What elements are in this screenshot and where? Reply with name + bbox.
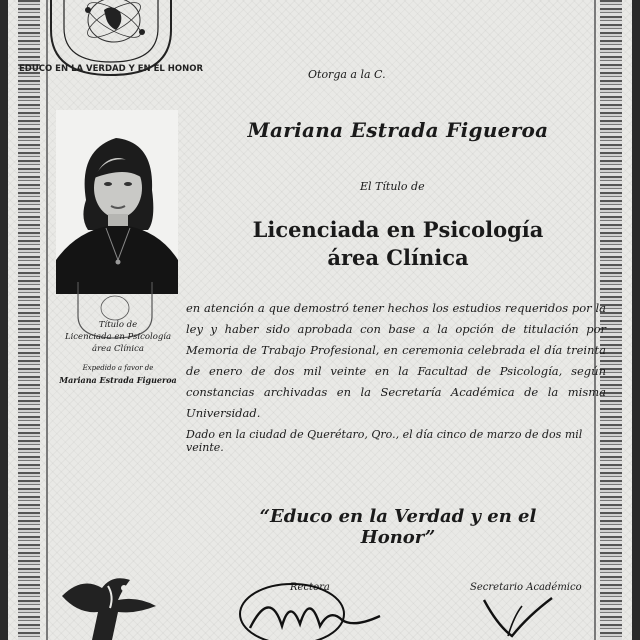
university-emblem-icon [52,566,162,640]
photo-caption-title: Título de [98,320,138,330]
recipient-photo [56,110,178,294]
rectora-signature [230,568,390,640]
otorga-label: Otorga a la C. [308,68,386,81]
photo-caption-expedido: Expedido a favor de [82,364,154,372]
photo-seal-stamp [70,280,160,340]
photo-caption-area: área Clínica [92,344,144,354]
recipient-name: Mariana Estrada Figueroa [247,118,549,142]
portrait-image [56,110,178,294]
diploma-sheet [8,0,632,640]
secretario-signature [478,596,558,640]
seal-motto: EDUCO EN LA VERDAD Y EN EL HONOR [19,64,203,74]
degree-title [228,216,568,272]
left-guilloche-border [18,0,40,640]
university-motto: “Educo en la Verdad y en el Honor” [259,506,537,548]
degree-line-2: área Clínica [327,245,469,270]
title-intro: El Título de [360,180,425,193]
rectora-label: Rectora [290,582,330,593]
degree-line-1: Licenciada en Psicología [252,217,544,242]
body-paragraph: en atención a que demostró tener hechos los estudios requeridos por la ley y haber sido aprobada con base a la opción de titulación por Memoria de Trabajo Profesional, en ceremonia celebrada el día treinta de enero de dos mil veinte en la Facultad de Psicología, según constancias archivadas en la Secretaría Académica de la misma Universidad. [186,301,606,420]
photo-caption-degree: Licenciada en Psicología [64,332,172,342]
secretario-label: Secretario Académico [470,582,582,593]
university-seal-icon [19,0,203,80]
issued-statement: Dado en la ciudad de Querétaro, Qro., el día cinco de marzo de dos mil veinte. [186,428,583,454]
photo-caption-name: Mariana Estrada Figueroa [59,375,177,385]
